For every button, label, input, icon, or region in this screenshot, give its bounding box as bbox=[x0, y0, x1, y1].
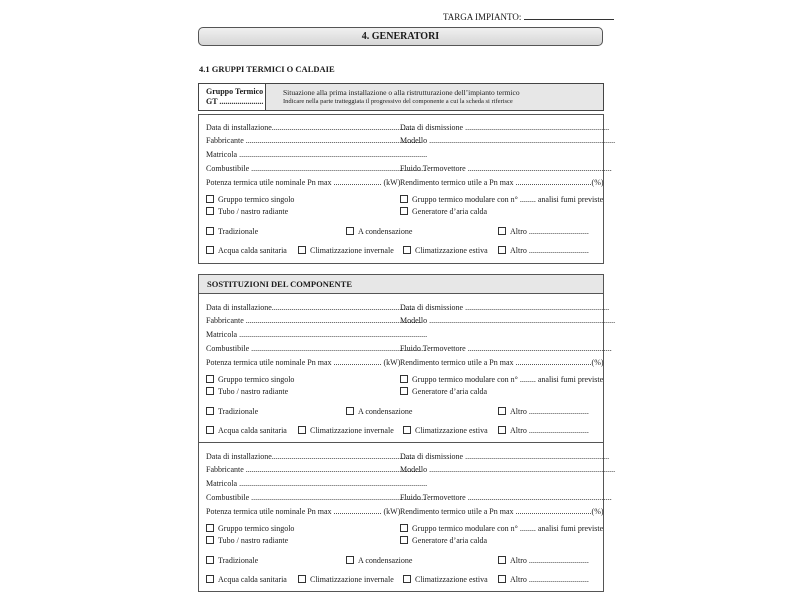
checkbox-box[interactable] bbox=[206, 227, 214, 235]
combustibile-field[interactable] bbox=[206, 164, 425, 173]
checkbox-box[interactable] bbox=[498, 426, 506, 434]
generatore-aria-checkbox[interactable] bbox=[400, 536, 487, 545]
gt-desc-line1: Situazione alla prima installazione o alla ristrutturazione dell’impianto termico bbox=[283, 88, 520, 97]
gt-description-cell bbox=[266, 84, 603, 110]
potenza-field[interactable] bbox=[206, 507, 400, 516]
field-label: Altro .............................. bbox=[510, 227, 589, 236]
field-label: Altro .............................. bbox=[510, 575, 589, 584]
checkbox-box[interactable] bbox=[403, 426, 411, 434]
field-label: Potenza termica utile nominale Pn max ........................ (kW) bbox=[206, 358, 401, 367]
checkbox-box[interactable] bbox=[346, 407, 354, 415]
field-label: Fluido Termovettore ........................................................................ bbox=[400, 344, 612, 353]
fabbricante-field[interactable] bbox=[206, 316, 422, 325]
checkbox-box[interactable] bbox=[298, 426, 306, 434]
fluido-termovettore-field[interactable] bbox=[400, 164, 612, 173]
field-label: Rendimento termico utile a Pn max ......................................(%) bbox=[400, 507, 604, 516]
field-label: Gruppo termico singolo bbox=[218, 524, 295, 533]
condensazione-checkbox[interactable] bbox=[346, 556, 412, 565]
field-label: Fabbricante ........................................................................................ bbox=[206, 316, 422, 325]
checkbox-box[interactable] bbox=[400, 387, 408, 395]
sostituzioni-title: SOSTITUZIONI DEL COMPONENTE bbox=[207, 279, 353, 289]
gruppo-singolo-checkbox[interactable] bbox=[206, 195, 294, 204]
checkbox-box[interactable] bbox=[400, 375, 408, 383]
field-label: Acqua calda sanitaria bbox=[218, 575, 287, 584]
altro-checkbox[interactable] bbox=[498, 426, 589, 435]
modello-field[interactable] bbox=[400, 316, 615, 325]
field-label: Fabbricante ........................................................................................ bbox=[206, 136, 422, 145]
field-label: Potenza termica utile nominale Pn max ........................ (kW) bbox=[206, 178, 401, 187]
checkbox-box[interactable] bbox=[403, 246, 411, 254]
field-label: Fluido Termovettore ........................................................................ bbox=[400, 493, 612, 502]
checkbox-box[interactable] bbox=[206, 246, 214, 254]
field-label: Climatizzazione invernale bbox=[310, 426, 394, 435]
checkbox-box[interactable] bbox=[206, 556, 214, 564]
clim-estiva-checkbox[interactable] bbox=[403, 575, 488, 584]
field-label: Data di dismissione ........................................................................ bbox=[400, 123, 610, 132]
field-label: Altro .............................. bbox=[510, 407, 589, 416]
field-label: Acqua calda sanitaria bbox=[218, 426, 287, 435]
sostituzioni-header bbox=[198, 274, 604, 294]
rendimento-field[interactable] bbox=[400, 507, 604, 516]
fabbricante-field[interactable] bbox=[206, 136, 422, 145]
checkbox-box[interactable] bbox=[206, 536, 214, 544]
field-label: Generatore d’aria calda bbox=[412, 207, 488, 216]
tradizionale-checkbox[interactable] bbox=[206, 556, 258, 565]
field-label: Tubo / nastro radiante bbox=[218, 536, 289, 545]
gt-desc-line2: Indicare nella parte tratteggiata il progressivo del componente a cui la scheda si riferisce bbox=[283, 98, 513, 105]
acqua-calda-checkbox[interactable] bbox=[206, 426, 287, 435]
field-label: Matricola .............................................................................................. bbox=[206, 479, 428, 488]
modello-field[interactable] bbox=[400, 136, 615, 145]
field-label: Tubo / nastro radiante bbox=[218, 207, 289, 216]
combustibile-field[interactable] bbox=[206, 493, 425, 502]
field-label: Acqua calda sanitaria bbox=[218, 246, 287, 255]
field-label: Modello ............................................................................................. bbox=[400, 465, 616, 474]
gruppo-singolo-checkbox[interactable] bbox=[206, 375, 294, 384]
combustibile-field[interactable] bbox=[206, 344, 425, 353]
condensazione-checkbox[interactable] bbox=[346, 227, 412, 236]
field-label: Data di dismissione ........................................................................ bbox=[400, 303, 610, 312]
checkbox-box[interactable] bbox=[400, 207, 408, 215]
field-label: Fluido Termovettore ........................................................................ bbox=[400, 164, 612, 173]
subsection-title: 4.1 GRUPPI TERMICI O CALDAIE bbox=[199, 64, 335, 74]
field-label: Altro .............................. bbox=[510, 246, 589, 255]
field-label: Tradizionale bbox=[218, 556, 259, 565]
field-label: Climatizzazione estiva bbox=[415, 246, 488, 255]
modello-field[interactable] bbox=[400, 465, 615, 474]
acqua-calda-checkbox[interactable] bbox=[206, 575, 287, 584]
altro-checkbox[interactable] bbox=[498, 227, 589, 236]
checkbox-box[interactable] bbox=[498, 556, 506, 564]
field-label: Climatizzazione estiva bbox=[415, 575, 488, 584]
checkbox-box[interactable] bbox=[206, 426, 214, 434]
field-label: A condensazione bbox=[358, 556, 413, 565]
rendimento-field[interactable] bbox=[400, 358, 604, 367]
field-label: Combustibile ....................................................................................... bbox=[206, 164, 426, 173]
targa-impianto bbox=[443, 11, 614, 22]
rendimento-field[interactable] bbox=[400, 178, 604, 187]
clim-invernale-checkbox[interactable] bbox=[298, 426, 394, 435]
gruppo-modulare-checkbox[interactable] bbox=[400, 524, 603, 533]
data-dismissione-field[interactable] bbox=[400, 452, 609, 461]
field-label: A condensazione bbox=[358, 407, 413, 416]
fabbricante-field[interactable] bbox=[206, 465, 422, 474]
field-label: A condensazione bbox=[358, 227, 413, 236]
field-label: Tubo / nastro radiante bbox=[218, 387, 289, 396]
targa-input-line[interactable] bbox=[524, 11, 614, 20]
checkbox-box[interactable] bbox=[400, 524, 408, 532]
field-label: Tradizionale bbox=[218, 227, 259, 236]
field-label: Data di installazione....................................................................... bbox=[206, 303, 414, 312]
checkbox-box[interactable] bbox=[206, 375, 214, 383]
field-label: Gruppo termico modulare con n° ........ analisi fumi previste bbox=[412, 524, 604, 533]
checkbox-box[interactable] bbox=[498, 246, 506, 254]
data-installazione-field[interactable] bbox=[206, 452, 414, 461]
field-label: Rendimento termico utile a Pn max ......................................(%) bbox=[400, 178, 604, 187]
field-label: Climatizzazione invernale bbox=[310, 575, 394, 584]
field-label: Data di dismissione ........................................................................ bbox=[400, 452, 610, 461]
gt-label-line2[interactable]: GT ...................... bbox=[206, 97, 264, 106]
field-label: Gruppo termico singolo bbox=[218, 195, 295, 204]
field-label: Data di installazione....................................................................... bbox=[206, 452, 414, 461]
field-label: Tradizionale bbox=[218, 407, 259, 416]
field-label: Gruppo termico modulare con n° ........ analisi fumi previste bbox=[412, 375, 604, 384]
field-label: Data di installazione....................................................................... bbox=[206, 123, 414, 132]
condensazione-checkbox[interactable] bbox=[346, 407, 412, 416]
field-label: Matricola .............................................................................................. bbox=[206, 150, 428, 159]
generatore-aria-checkbox[interactable] bbox=[400, 387, 487, 396]
altro-checkbox[interactable] bbox=[498, 246, 589, 255]
checkbox-box[interactable] bbox=[206, 575, 214, 583]
field-label: Climatizzazione invernale bbox=[310, 246, 394, 255]
potenza-field[interactable] bbox=[206, 358, 400, 367]
targa-label: TARGA IMPIANTO: bbox=[443, 12, 522, 22]
altro-checkbox[interactable] bbox=[498, 407, 589, 416]
tradizionale-checkbox[interactable] bbox=[206, 227, 258, 236]
checkbox-box[interactable] bbox=[346, 556, 354, 564]
field-label: Rendimento termico utile a Pn max ......................................(%) bbox=[400, 358, 604, 367]
matricola-field[interactable] bbox=[206, 330, 427, 339]
gruppo-modulare-checkbox[interactable] bbox=[400, 195, 603, 204]
data-installazione-field[interactable] bbox=[206, 123, 414, 132]
field-label: Climatizzazione estiva bbox=[415, 426, 488, 435]
clim-invernale-checkbox[interactable] bbox=[298, 246, 394, 255]
generatore-aria-checkbox[interactable] bbox=[400, 207, 487, 216]
fluido-termovettore-field[interactable] bbox=[400, 493, 612, 502]
field-label: Generatore d’aria calda bbox=[412, 536, 488, 545]
clim-invernale-checkbox[interactable] bbox=[298, 575, 394, 584]
altro-checkbox[interactable] bbox=[498, 556, 589, 565]
checkbox-box[interactable] bbox=[400, 195, 408, 203]
gt-label-line1: Gruppo Termico bbox=[206, 87, 264, 96]
section-title: 4. GENERATORI bbox=[198, 27, 603, 46]
checkbox-box[interactable] bbox=[206, 407, 214, 415]
altro-checkbox[interactable] bbox=[498, 575, 589, 584]
field-label: Modello ............................................................................................. bbox=[400, 136, 616, 145]
checkbox-box[interactable] bbox=[498, 227, 506, 235]
gt-label-cell bbox=[199, 84, 266, 110]
matricola-field[interactable] bbox=[206, 150, 427, 159]
field-label: Potenza termica utile nominale Pn max ........................ (kW) bbox=[206, 507, 401, 516]
field-label: Matricola .............................................................................................. bbox=[206, 330, 428, 339]
tubo-radiante-checkbox[interactable] bbox=[206, 387, 288, 396]
checkbox-box[interactable] bbox=[400, 536, 408, 544]
field-label: Gruppo termico modulare con n° ........ analisi fumi previste bbox=[412, 195, 604, 204]
matricola-field[interactable] bbox=[206, 479, 427, 488]
field-label: Altro .............................. bbox=[510, 556, 589, 565]
tradizionale-checkbox[interactable] bbox=[206, 407, 258, 416]
checkbox-box[interactable] bbox=[403, 575, 411, 583]
data-dismissione-field[interactable] bbox=[400, 123, 609, 132]
field-label: Modello ............................................................................................. bbox=[400, 316, 616, 325]
field-label: Generatore d’aria calda bbox=[412, 387, 488, 396]
data-dismissione-field[interactable] bbox=[400, 303, 609, 312]
checkbox-box[interactable] bbox=[298, 246, 306, 254]
gruppo-singolo-checkbox[interactable] bbox=[206, 524, 294, 533]
checkbox-box[interactable] bbox=[206, 387, 214, 395]
checkbox-box[interactable] bbox=[206, 207, 214, 215]
checkbox-box[interactable] bbox=[298, 575, 306, 583]
field-label: Fabbricante ........................................................................................ bbox=[206, 465, 422, 474]
checkbox-box[interactable] bbox=[498, 575, 506, 583]
checkbox-box[interactable] bbox=[206, 524, 214, 532]
checkbox-box[interactable] bbox=[346, 227, 354, 235]
field-label: Gruppo termico singolo bbox=[218, 375, 295, 384]
field-label: Combustibile ....................................................................................... bbox=[206, 493, 426, 502]
tubo-radiante-checkbox[interactable] bbox=[206, 536, 288, 545]
potenza-field[interactable] bbox=[206, 178, 400, 187]
clim-estiva-checkbox[interactable] bbox=[403, 426, 488, 435]
fluido-termovettore-field[interactable] bbox=[400, 344, 612, 353]
field-label: Altro .............................. bbox=[510, 426, 589, 435]
gruppo-modulare-checkbox[interactable] bbox=[400, 375, 603, 384]
clim-estiva-checkbox[interactable] bbox=[403, 246, 488, 255]
acqua-calda-checkbox[interactable] bbox=[206, 246, 287, 255]
tubo-radiante-checkbox[interactable] bbox=[206, 207, 288, 216]
checkbox-box[interactable] bbox=[498, 407, 506, 415]
data-installazione-field[interactable] bbox=[206, 303, 414, 312]
gruppo-termico-box bbox=[198, 83, 604, 111]
field-label: Combustibile ....................................................................................... bbox=[206, 344, 426, 353]
checkbox-box[interactable] bbox=[206, 195, 214, 203]
